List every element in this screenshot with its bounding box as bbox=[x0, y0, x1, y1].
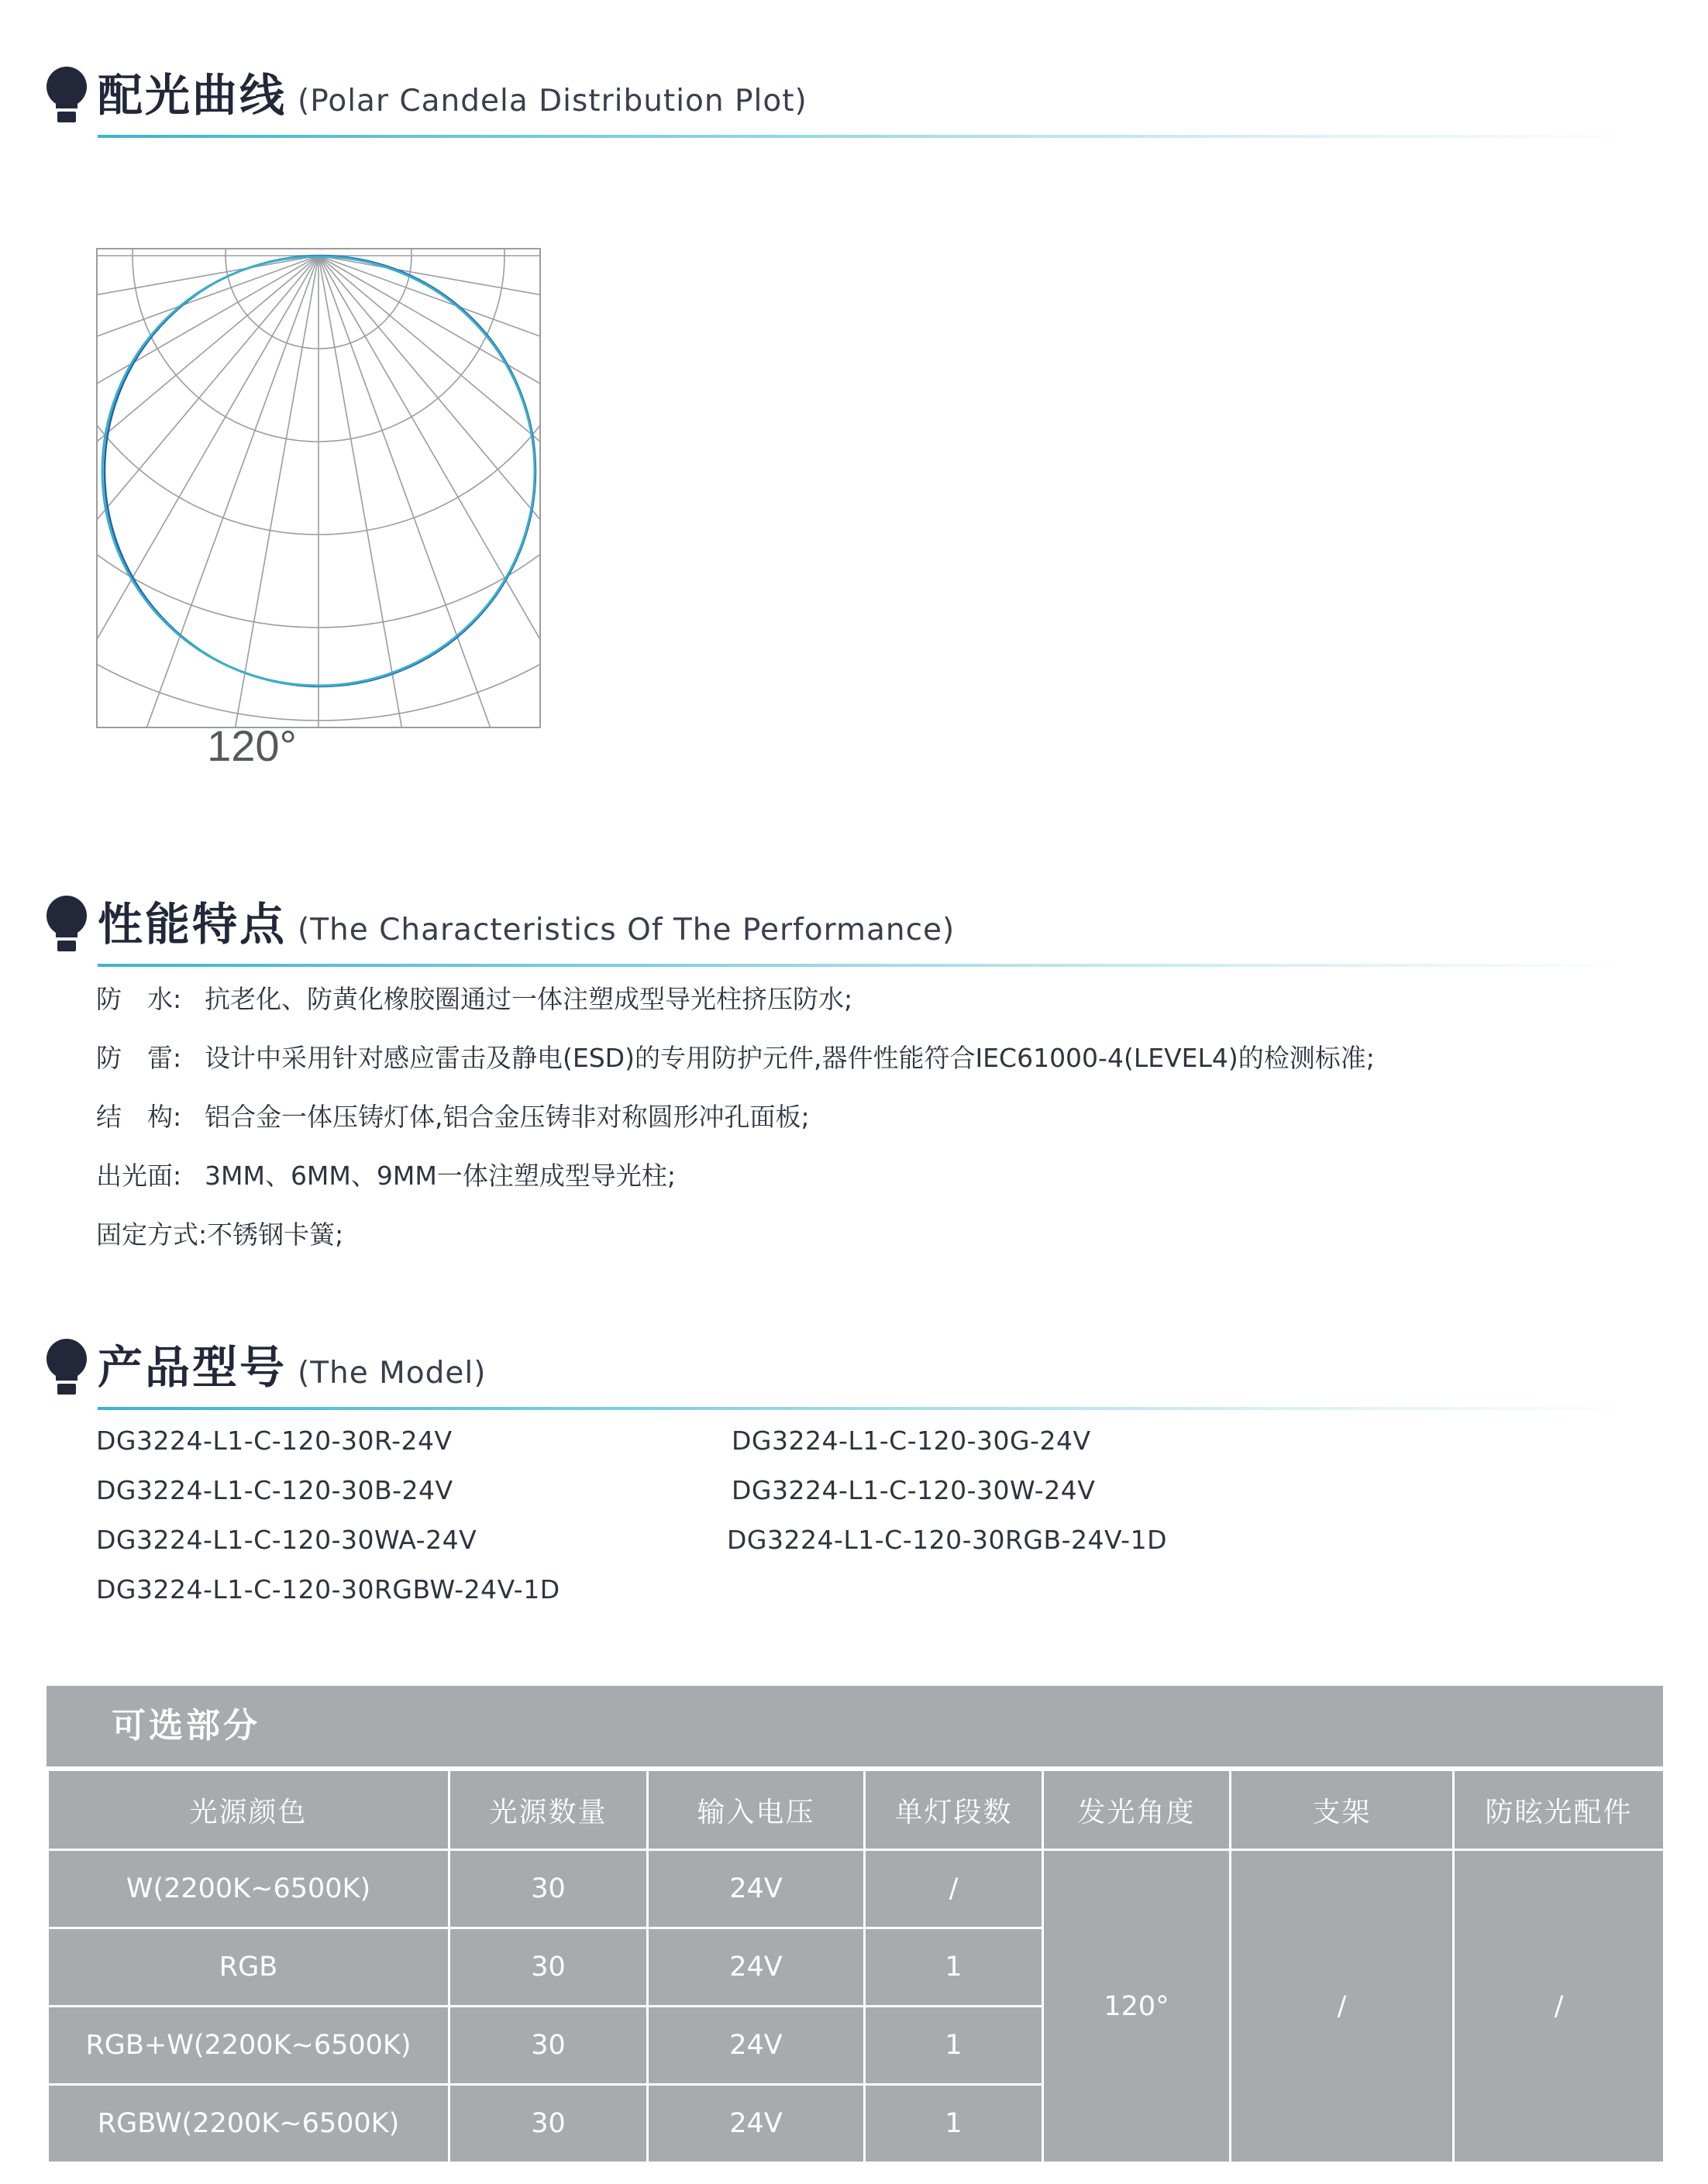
cell-segments: 1 bbox=[865, 2007, 1043, 2085]
column-header: 单灯段数 bbox=[865, 1770, 1043, 1850]
model-number: DG3224-L1-C-120-30WA-24V bbox=[96, 1525, 477, 1555]
cell-voltage: 24V bbox=[648, 1850, 865, 1928]
column-header: 支架 bbox=[1231, 1770, 1454, 1850]
model-number: DG3224-L1-C-120-30B-24V bbox=[96, 1475, 453, 1505]
section-divider bbox=[98, 1407, 1640, 1410]
model-number: DG3224-L1-C-120-30RGBW-24V-1D bbox=[96, 1574, 560, 1604]
column-header: 防眩光配件 bbox=[1454, 1770, 1665, 1850]
model-number: DG3224-L1-C-120-30R-24V bbox=[96, 1426, 453, 1456]
model-number: DG3224-L1-C-120-30W-24V bbox=[732, 1475, 1096, 1505]
cell-voltage: 24V bbox=[648, 2085, 865, 2163]
model-number: DG3224-L1-C-120-30G-24V bbox=[732, 1426, 1091, 1456]
column-header: 光源数量 bbox=[449, 1770, 648, 1850]
cell-segments: 1 bbox=[865, 2085, 1043, 2163]
section-model-header bbox=[43, 1319, 1632, 1427]
cell-beam-angle: 120° bbox=[1043, 1850, 1231, 2163]
grid-radial-line bbox=[96, 256, 319, 728]
cell-color: W(2200K~6500K) bbox=[48, 1850, 449, 1928]
lightbulb-icon bbox=[43, 64, 90, 126]
cell-segments: / bbox=[865, 1850, 1043, 1928]
options-table bbox=[46, 1686, 1663, 2164]
polar-candela-plot bbox=[96, 248, 541, 728]
section-title: 配光曲线 (Polar Candela Distribution Plot) bbox=[98, 69, 808, 122]
section-divider bbox=[98, 964, 1640, 967]
cell-color: RGB+W(2200K~6500K) bbox=[48, 2007, 449, 2085]
characteristic-item: 固定方式:不锈钢卡簧; bbox=[96, 1219, 344, 1250]
characteristic-item: 防 水: 抗老化、防黄化橡胶圈通过一体注塑成型导光柱挤压防水; bbox=[96, 984, 853, 1014]
cell-color: RGBW(2200K~6500K) bbox=[48, 2085, 449, 2163]
grid-radial-line bbox=[96, 256, 319, 728]
characteristics-list bbox=[96, 970, 1631, 1264]
grid-radial-line bbox=[96, 256, 319, 728]
beam-angle-label: 120° bbox=[207, 721, 297, 770]
grid-radial-line bbox=[96, 256, 319, 721]
grid-radial-line bbox=[319, 256, 480, 728]
cell-bracket: / bbox=[1231, 1850, 1454, 2163]
cell-segments: 1 bbox=[865, 1928, 1043, 2007]
cell-qty: 30 bbox=[449, 1850, 648, 1928]
grid-radial-line bbox=[319, 256, 541, 417]
cell-qty: 30 bbox=[449, 1928, 648, 2007]
column-header: 发光角度 bbox=[1043, 1770, 1231, 1850]
grid-radial-line bbox=[96, 256, 319, 417]
lightbulb-icon bbox=[43, 893, 90, 954]
options-grid bbox=[46, 1769, 1665, 2164]
grid-radial-line bbox=[96, 256, 319, 728]
cell-anti-glare: / bbox=[1454, 1850, 1665, 2163]
cell-qty: 30 bbox=[449, 2007, 648, 2085]
cell-color: RGB bbox=[48, 1928, 449, 2007]
section-title: 产品型号 (The Model) bbox=[98, 1341, 487, 1394]
grid-radial-line bbox=[157, 256, 319, 728]
section-polar-header bbox=[43, 46, 1632, 155]
characteristic-item: 结 构: 铝合金一体压铸灯体,铝合金压铸非对称圆形冲孔面板; bbox=[96, 1102, 810, 1132]
options-table-title: 可选部分 bbox=[46, 1686, 1663, 1766]
section-divider bbox=[98, 135, 1640, 138]
lightbulb-icon bbox=[43, 1336, 90, 1398]
column-header: 输入电压 bbox=[648, 1770, 865, 1850]
table-row bbox=[48, 1850, 1665, 1928]
grid-radial-line bbox=[319, 256, 541, 721]
model-number: DG3224-L1-C-120-30RGB-24V-1D bbox=[727, 1525, 1167, 1555]
characteristic-item: 防 雷: 设计中采用针对感应雷击及静电(ESD)的专用防护元件,器件性能符合IEC61000-4(LEVEL4)的检测标准; bbox=[96, 1043, 1375, 1073]
cell-qty: 30 bbox=[449, 2085, 648, 2163]
section-characteristics-header bbox=[43, 875, 1632, 984]
characteristic-item: 出光面: 3MM、6MM、9MM一体注塑成型导光柱; bbox=[96, 1161, 676, 1191]
table-header-row bbox=[48, 1770, 1665, 1850]
column-header: 光源颜色 bbox=[48, 1770, 449, 1850]
cell-voltage: 24V bbox=[648, 1928, 865, 2007]
section-title: 性能特点 (The Characteristics Of The Performance) bbox=[98, 898, 956, 951]
cell-voltage: 24V bbox=[648, 2007, 865, 2085]
